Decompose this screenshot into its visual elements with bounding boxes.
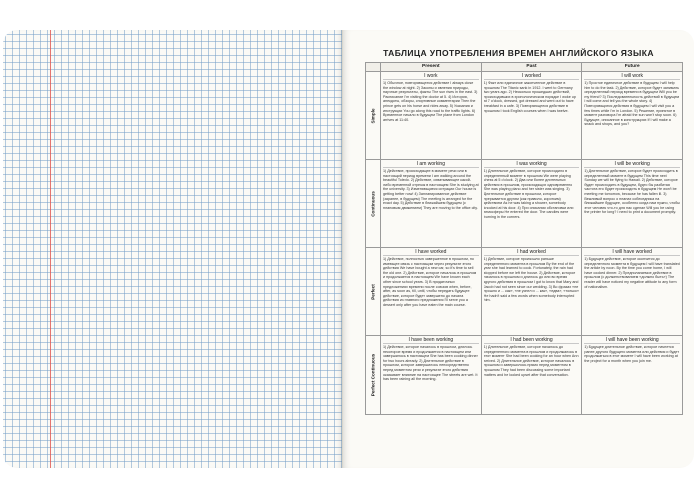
grammar-table-page bbox=[343, 30, 694, 468]
table-cell: I am working 1) Действие, происходящее в момент речи или в настоящий период времени I am walking around the beautiful Toledo. 2) Действие, охватывающее какой-либо временной отрезок в настоящем She is studying at the university. 3) Изменяющиеся ситуации Our house is getting better now! 4) Запланированное действие (заранее, в будущем) The meeting is arranged for the exact day. 5) Действие в ближайшем будущем (с плановым движением) They are moving to the office city. bbox=[381, 160, 482, 248]
row-header-perfect-continuous: Perfect Continuous bbox=[366, 336, 381, 415]
table-cell: I had been working 1) Длительное действие, которое началось до определенного момента в прошлом и продолжалось в этот момент She had been cooking for an hour when Ann arrived. 2) Длительное действие, которое началось в прошлом и завершилось прямо перед моментом в прошлом They had been discussing some important matters and he looked upset after that conversation. bbox=[481, 336, 582, 415]
tenses-table bbox=[365, 62, 683, 415]
table-cell: I have been working 1) Действие, которое началось в прошлом, длилось некоторое время и продолжается в настоящем или завершилось в настоящем She has been cooking dinner for two hours already. 2) Длительное действие в прошлом, которое завершилось непосредственно перед моментом речи и результат этого действия оказывает влияние на настоящее The streets are wet. It has been raining all the morning. bbox=[381, 336, 482, 415]
table-cell: I have worked 1) Действие, полностью завершенное в прошлом, но имеющее связь с настоящим через результат этого действия We have bought a new car, so it's time to sell the old one. 2) Действие, которое началось в прошлом и продолжается в настоящем We have known each other since school years. 3) В придаточных предложениях времени после союзов when, before, after, as soon as, till, until, чтобы передать будущее действие, которое будет завершено до начала действия из главного предложения I'll serve you a dessert only after you have eaten the main course. bbox=[381, 248, 482, 336]
table-cell: I had worked 1) Действие, которое произошло раньше определенного момента в прошлом By the end of the year she had learned to cook. Fortunately, the rain had stopped before we left the house. 2) Действие, которое началось в прошлом и длилось до или во время другого действия в прошлом I got to know that Mary and Jacob had not seen since our wedding. 3) Во фразах «не прошло и ... как», «не успел и ... как», «едва», «только» He hadn't said a few words when somebody interrupted him. bbox=[481, 248, 582, 336]
graph-paper-page bbox=[3, 30, 343, 468]
column-header-present: Present bbox=[381, 63, 482, 72]
table-cell: I work 1) Обычное, повторяющееся действие I always close the window at night. 2) Законы и явления природы, научные результаты, факты The sun rises in the east. 3) Расписание I'm visiting the doctor at 5. 4) История, анекдоты, обзоры, спортивные комментарии Then the prince gets on his horse and rides away. 5) Указания и инструкции You go along this road to the traffic lights. 6) Временное начало в будущем The plane from London arrives at 11:40. bbox=[381, 72, 482, 160]
table-cell: I will work 1) Простое единичное действие в будущем I will help him to do the task. 2) Действие, которое будет занимать определенный период времени в будущем Will you be my friend? 3) Последовательность действий в будущем I will come and tell you the whole story. 4) Повторяющиеся действия в будущем I will visit you a few times while I'm in London. 5) Решение, принятое в момент разговора I'm afraid the sun won't stop soon. 6) Будущее, описанное в конструкциях If I will make a snack and shops, and you? bbox=[582, 72, 683, 160]
page-title: ТАБЛИЦА УПОТРЕБЛЕНИЯ ВРЕМЕН АНГЛИЙСКОГО ЯЗЫКА bbox=[383, 48, 654, 58]
column-header-past: Past bbox=[481, 63, 582, 72]
table-row bbox=[366, 248, 683, 336]
margin-line bbox=[50, 30, 51, 468]
row-header-simple: Simple bbox=[366, 72, 381, 160]
table-cell: I was working 1) Длительное действие, которое происходило в определенный момент в прошлом We were playing chess at 5 o'clock. 2) Два или более длительных действия в прошлом, происходящих одновременно She was playing piano and her sister was singing. 3) Длительное действие в прошлом, которое прерывается другим (как правило, коротким) действием As he was taking a shower, somebody knocked at his door. 4) При описании обстановки или атмосферы He entered the door. The candles were burning in the corners. bbox=[481, 160, 582, 248]
table-cell: I will have worked 1) Будущее действие, которое окончится до определенного момента в будущем I will have translated the article by noon. By the time you come home, I will have cooked dinner. 2) Предполагаемое действие в прошлом (с долженствованием «должно быть») The reader will have noticed my negative attitude to any form of nationalism. bbox=[582, 248, 683, 336]
row-header-perfect: Perfect bbox=[366, 248, 381, 336]
table-cell: I will be working 1) Длительное действие, которое будет происходить в определенный момент в будущем This time next Sunday we will be flying to Hawaii. 2) Действие, которое будет происходить в будущем, будто бы разбитая частота его будет происходить в будущем He won't be meeting me tomorrow, because he has fallen ill. 3) Вежливый вопрос о планах собеседника на ближайшее будущее, особенно когда нам нужно, чтобы этот человек что-то для нас сделал Will you be using the printer for long? I need to print a document promptly. bbox=[582, 160, 683, 248]
column-header-future: Future bbox=[582, 63, 683, 72]
table-row bbox=[366, 160, 683, 248]
table-row bbox=[366, 72, 683, 160]
table-row bbox=[366, 336, 683, 415]
table-corner bbox=[366, 63, 381, 72]
table-cell: I worked 1) Факт или единичное законченное действие в прошлом The Titanic sank in 1912. I went to Germany two years ago. 2) Несколько прошедших действий, происходивших в хронологическом порядке I woke up at 7 o'clock, dressed, got dressed and went out to have breakfast in a cafe. 3) Повторяющееся действие в прошлом I took English courses when I was twelve. bbox=[481, 72, 582, 160]
table-cell: I will have been working 1) Будущее длительное действие, которое начнется ранее другого будущего момента или действия и будет продолжаться в этот момент I will have been working at the project for a month when you join me. bbox=[582, 336, 683, 415]
row-header-continuous: Continuous bbox=[366, 160, 381, 248]
